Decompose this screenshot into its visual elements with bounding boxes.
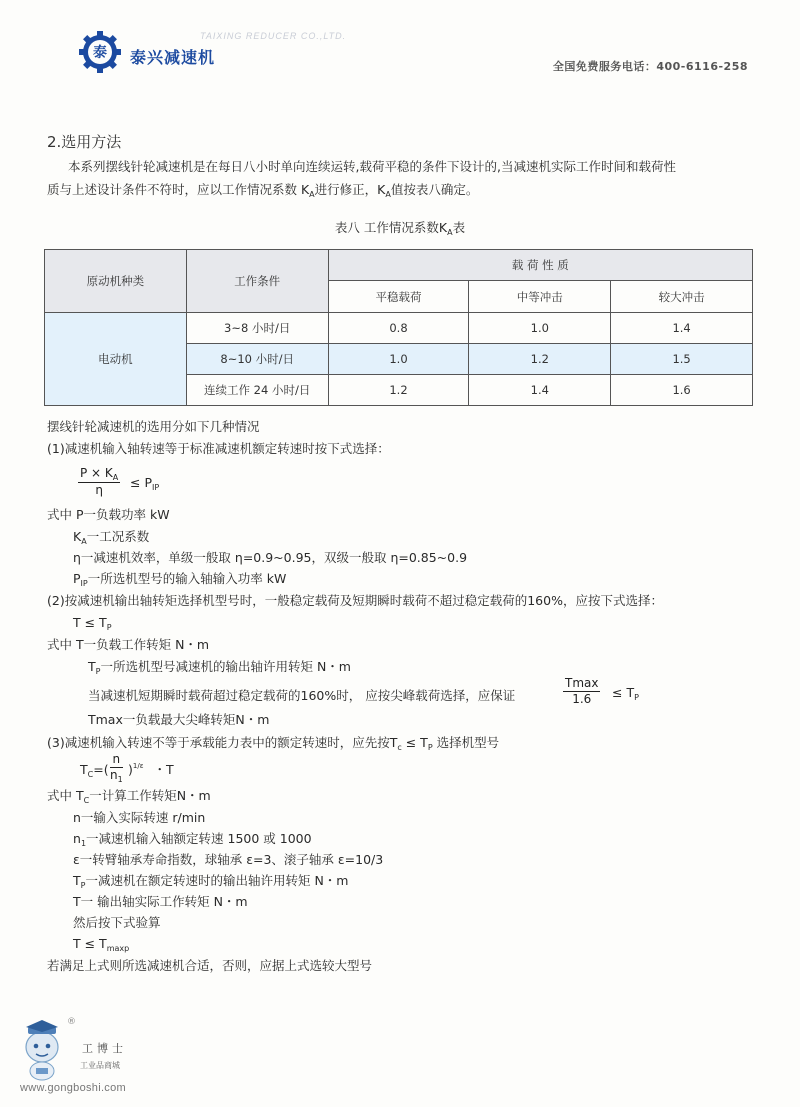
header-work-condition: 工作条件 bbox=[186, 250, 328, 313]
ka-definition: $K_A$一工况系数 bbox=[73, 529, 150, 546]
logo-char: 泰 bbox=[93, 45, 107, 61]
table-row bbox=[45, 313, 753, 344]
value-cell: 1.4 bbox=[469, 375, 611, 406]
value-cell: 1.6 bbox=[611, 375, 753, 406]
case-1-heading: (1)减速机输入轴转速等于标准减速机额定转速时按下式选择： bbox=[47, 441, 390, 456]
formula-2: $T \le T_P$ bbox=[73, 615, 112, 632]
header-load-nature: 载 荷 性 质 bbox=[328, 250, 752, 281]
value-cell: 1.0 bbox=[328, 344, 469, 375]
mascot-logo-icon bbox=[14, 1015, 72, 1085]
formula-4: $T \le T_{maxp}$ bbox=[73, 936, 130, 953]
selection-intro: 摆线针轮减速机的选用分如下几种情况 bbox=[47, 419, 260, 434]
condition-cell: 8~10 小时/日 bbox=[186, 344, 328, 375]
value-cell: 1.0 bbox=[469, 313, 611, 344]
formula-3-tail: )$^{1/\varepsilon}$ ・T bbox=[128, 762, 174, 777]
where-1-load-power: 式中 P一负载功率 kW bbox=[47, 507, 170, 522]
value-cell: 0.8 bbox=[328, 313, 469, 344]
section-title: 2.选用方法 bbox=[47, 133, 122, 151]
n1-definition: $n_1$一减速机输入轴额定转速 1500 或 1000 bbox=[73, 831, 312, 848]
where-3-calc-torque: 式中 $T_C$一计算工作转矩N・m bbox=[47, 788, 211, 805]
service-factor-table bbox=[44, 249, 753, 406]
pip-definition: $P_{IP}$一所选机型号的输入轴输入功率 kW bbox=[73, 571, 287, 588]
formula-1-rhs: ≤ $P_{IP}$ bbox=[130, 475, 160, 492]
conclusion-line: 若满足上式则所选减速机合适，否则，应据上式选较大型号 bbox=[47, 958, 373, 973]
peak-load-line: 当减速机短期瞬时载荷超过稳定载荷的160%时， 应按尖峰载荷选择，应保证 bbox=[88, 688, 516, 703]
brand-name: 泰兴减速机 bbox=[130, 48, 216, 67]
motor-type-cell: 电动机 bbox=[45, 313, 187, 406]
case-2-heading: (2)按减速机输出轴转矩选择机型号时，一般稳定载荷及短期瞬时载荷不超过稳定载荷的160%，应按下式选择： bbox=[47, 593, 663, 608]
header-steady-load: 平稳载荷 bbox=[328, 281, 469, 313]
registered-mark: ® bbox=[67, 1017, 76, 1027]
efficiency-definition: η一减速机效率，单级一般取 η=0.9~0.95，双级一般取 η=0.85~0.9 bbox=[73, 550, 468, 565]
intro-paragraph-line-1: 本系列摆线针轮减速机是在每日八小时单向连续运转,载荷平稳的条件下设计的,当减速机实际工作时间和载荷性 bbox=[68, 159, 676, 174]
brand-english-name: TAIXING REDUCER CO.,LTD. bbox=[200, 31, 347, 41]
watermark-url[interactable]: www.gongboshi.com bbox=[20, 1082, 126, 1094]
value-cell: 1.2 bbox=[469, 344, 611, 375]
header-heavy-shock: 较大冲击 bbox=[611, 281, 753, 313]
where-2-load-torque: 式中 T一负载工作转矩 N・m bbox=[47, 637, 210, 652]
intro-paragraph-line-2: 质与上述设计条件不符时，应以工作情况系数 $K_A$进行修正，$K_A$值按表八确定。 bbox=[47, 182, 479, 199]
t-definition: T一 输出轴实际工作转矩 N・m bbox=[73, 894, 248, 909]
watermark-subtitle: 工业品商城 bbox=[80, 1061, 120, 1070]
tp-rated-definition: $T_P$一减速机在额定转速时的输出轴许用转矩 N・m bbox=[73, 873, 349, 890]
case-3-heading: (3)减速机输入转速不等于承载能力表中的额定转速时，应先按$T_c \le T_P$ 选择机型号 bbox=[47, 735, 500, 752]
epsilon-definition: ε一转臂轴承寿命指数，球轴承 ε=3、滚子轴承 ε=10/3 bbox=[73, 852, 384, 867]
peak-rhs: ≤ $T_P$ bbox=[612, 685, 639, 702]
service-hotline: 全国免费服务电话：400-6116-258 bbox=[552, 60, 748, 73]
formula-1-fraction: $\frac{P \times K_A}{\eta}$ bbox=[80, 466, 119, 497]
header-motor-type: 原动机种类 bbox=[45, 250, 187, 313]
verify-line: 然后按下式验算 bbox=[73, 915, 161, 930]
company-logo-icon bbox=[78, 30, 122, 74]
watermark-title: 工博士 bbox=[82, 1042, 127, 1055]
value-cell: 1.2 bbox=[328, 375, 469, 406]
formula-3-fraction: $\frac{n}{n_1}$ bbox=[110, 752, 123, 784]
peak-fraction: Tmax 1.6 bbox=[565, 676, 599, 706]
tmax-definition: Tmax一负载最大尖峰转矩N・m bbox=[88, 712, 270, 727]
condition-cell: 连续工作 24 小时/日 bbox=[186, 375, 328, 406]
value-cell: 1.5 bbox=[611, 344, 753, 375]
n-definition: n一输入实际转速 r/min bbox=[73, 810, 206, 825]
value-cell: 1.4 bbox=[611, 313, 753, 344]
condition-cell: 3~8 小时/日 bbox=[186, 313, 328, 344]
header-moderate-shock: 中等冲击 bbox=[469, 281, 611, 313]
tp-definition: $T_P$一所选机型号减速机的输出轴许用转矩 N・m bbox=[88, 659, 351, 676]
formula-3-lhs: $T_C=$( bbox=[80, 762, 109, 779]
table-caption: 表八 工作情况系数$K_A$表 bbox=[334, 220, 466, 237]
